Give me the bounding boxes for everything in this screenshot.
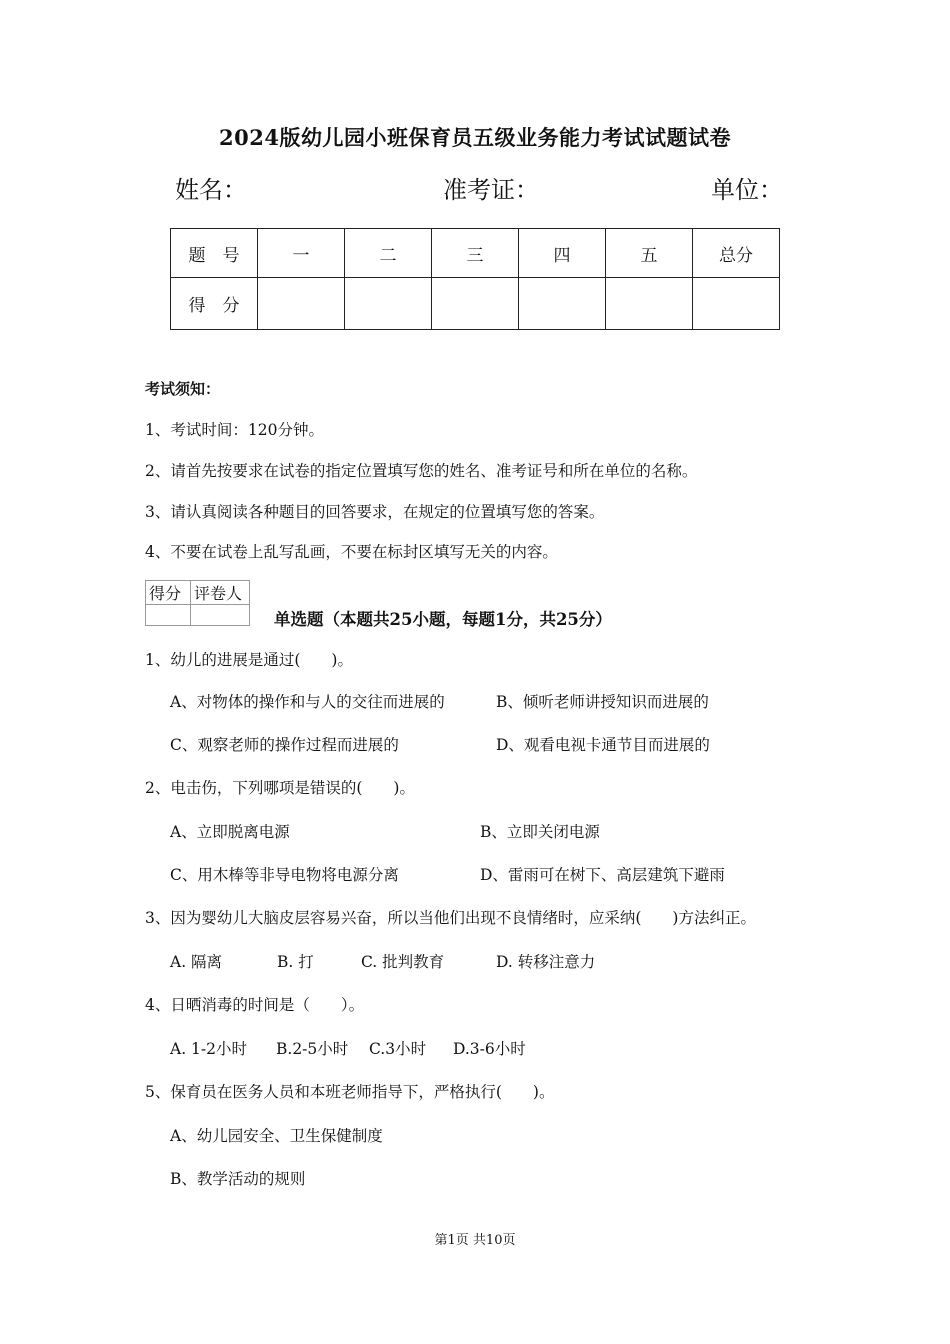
question-option: B、教学活动的规则 xyxy=(170,1170,306,1188)
notice-item: 4、不要在试卷上乱写乱画，不要在标封区填写无关的内容。 xyxy=(145,543,558,561)
score-cell xyxy=(258,278,345,330)
question-option: C.3小时 xyxy=(369,1040,427,1058)
page-footer: 第1页 共10页 xyxy=(434,1233,516,1248)
score-header-cell: 一 xyxy=(258,229,345,278)
score-cell xyxy=(693,278,780,330)
question-option: A. 隔离 xyxy=(170,953,223,971)
score-header-label: 题 号 xyxy=(171,229,258,278)
score-header-cell: 四 xyxy=(519,229,606,278)
document-title: 2024版幼儿园小班保育员五级业务能力考试试题试卷 xyxy=(219,125,731,150)
score-cell xyxy=(345,278,432,330)
question-option: D.3-6小时 xyxy=(453,1040,526,1058)
score-table xyxy=(170,228,780,330)
question-stem: 5、保育员在医务人员和本班老师指导下，严格执行( )。 xyxy=(145,1083,555,1101)
notice-item: 1、考试时间：120分钟。 xyxy=(145,421,324,439)
question-option: C、用木棒等非导电物将电源分离 xyxy=(170,866,399,884)
question-stem: 2、电击伤，下列哪项是错误的( )。 xyxy=(145,779,415,797)
notice-item: 2、请首先按要求在试卷的指定位置填写您的姓名、准考证号和所在单位的名称。 xyxy=(145,462,698,480)
grader-score-label: 得分 xyxy=(146,581,191,605)
name-field-label: 姓名： xyxy=(175,176,247,204)
score-table-header-row xyxy=(171,229,780,278)
question-option: D、观看电视卡通节目而进展的 xyxy=(496,736,710,754)
grader-name-cell xyxy=(191,605,250,626)
question-option: A、对物体的操作和与人的交往而进展的 xyxy=(170,693,445,711)
grader-score-cell xyxy=(146,605,191,626)
score-row-label: 得 分 xyxy=(171,278,258,330)
question-option: D. 转移注意力 xyxy=(496,953,596,971)
score-header-cell: 三 xyxy=(432,229,519,278)
exam-id-field-label: 准考证： xyxy=(443,176,539,204)
score-header-cell: 五 xyxy=(606,229,693,278)
question-option: A、幼儿园安全、卫生保健制度 xyxy=(170,1127,383,1145)
question-stem: 3、因为婴幼儿大脑皮层容易兴奋，所以当他们出现不良情绪时，应采纳( )方法纠正。 xyxy=(145,909,756,927)
question-option: C、观察老师的操作过程而进展的 xyxy=(170,736,399,754)
question-option: A. 1-2小时 xyxy=(170,1040,248,1058)
notice-item: 3、请认真阅读各种题目的回答要求，在规定的位置填写您的答案。 xyxy=(145,503,605,521)
question-option: B.2-5小时 xyxy=(276,1040,349,1058)
score-cell xyxy=(432,278,519,330)
question-option: D、雷雨可在树下、高层建筑下避雨 xyxy=(480,866,725,884)
score-table-score-row xyxy=(171,278,780,330)
question-stem: 1、幼儿的进展是通过( )。 xyxy=(145,651,353,669)
section-title: 单选题（本题共25小题，每题1分，共25分） xyxy=(274,610,612,629)
question-option: B、倾听老师讲授知识而进展的 xyxy=(496,693,709,711)
question-option: C. 批判教育 xyxy=(361,953,445,971)
question-option: B. 打 xyxy=(277,953,314,971)
grader-name-label: 评卷人 xyxy=(191,581,250,605)
unit-field-label: 单位： xyxy=(711,176,783,204)
question-stem: 4、日晒消毒的时间是（ ）。 xyxy=(145,996,365,1014)
question-option: B、立即关闭电源 xyxy=(480,823,600,841)
score-header-total: 总分 xyxy=(693,229,780,278)
score-cell xyxy=(606,278,693,330)
notice-heading: 考试须知： xyxy=(145,380,221,398)
question-option: A、立即脱离电源 xyxy=(170,823,290,841)
grader-box xyxy=(145,580,250,626)
score-header-cell: 二 xyxy=(345,229,432,278)
score-cell xyxy=(519,278,606,330)
